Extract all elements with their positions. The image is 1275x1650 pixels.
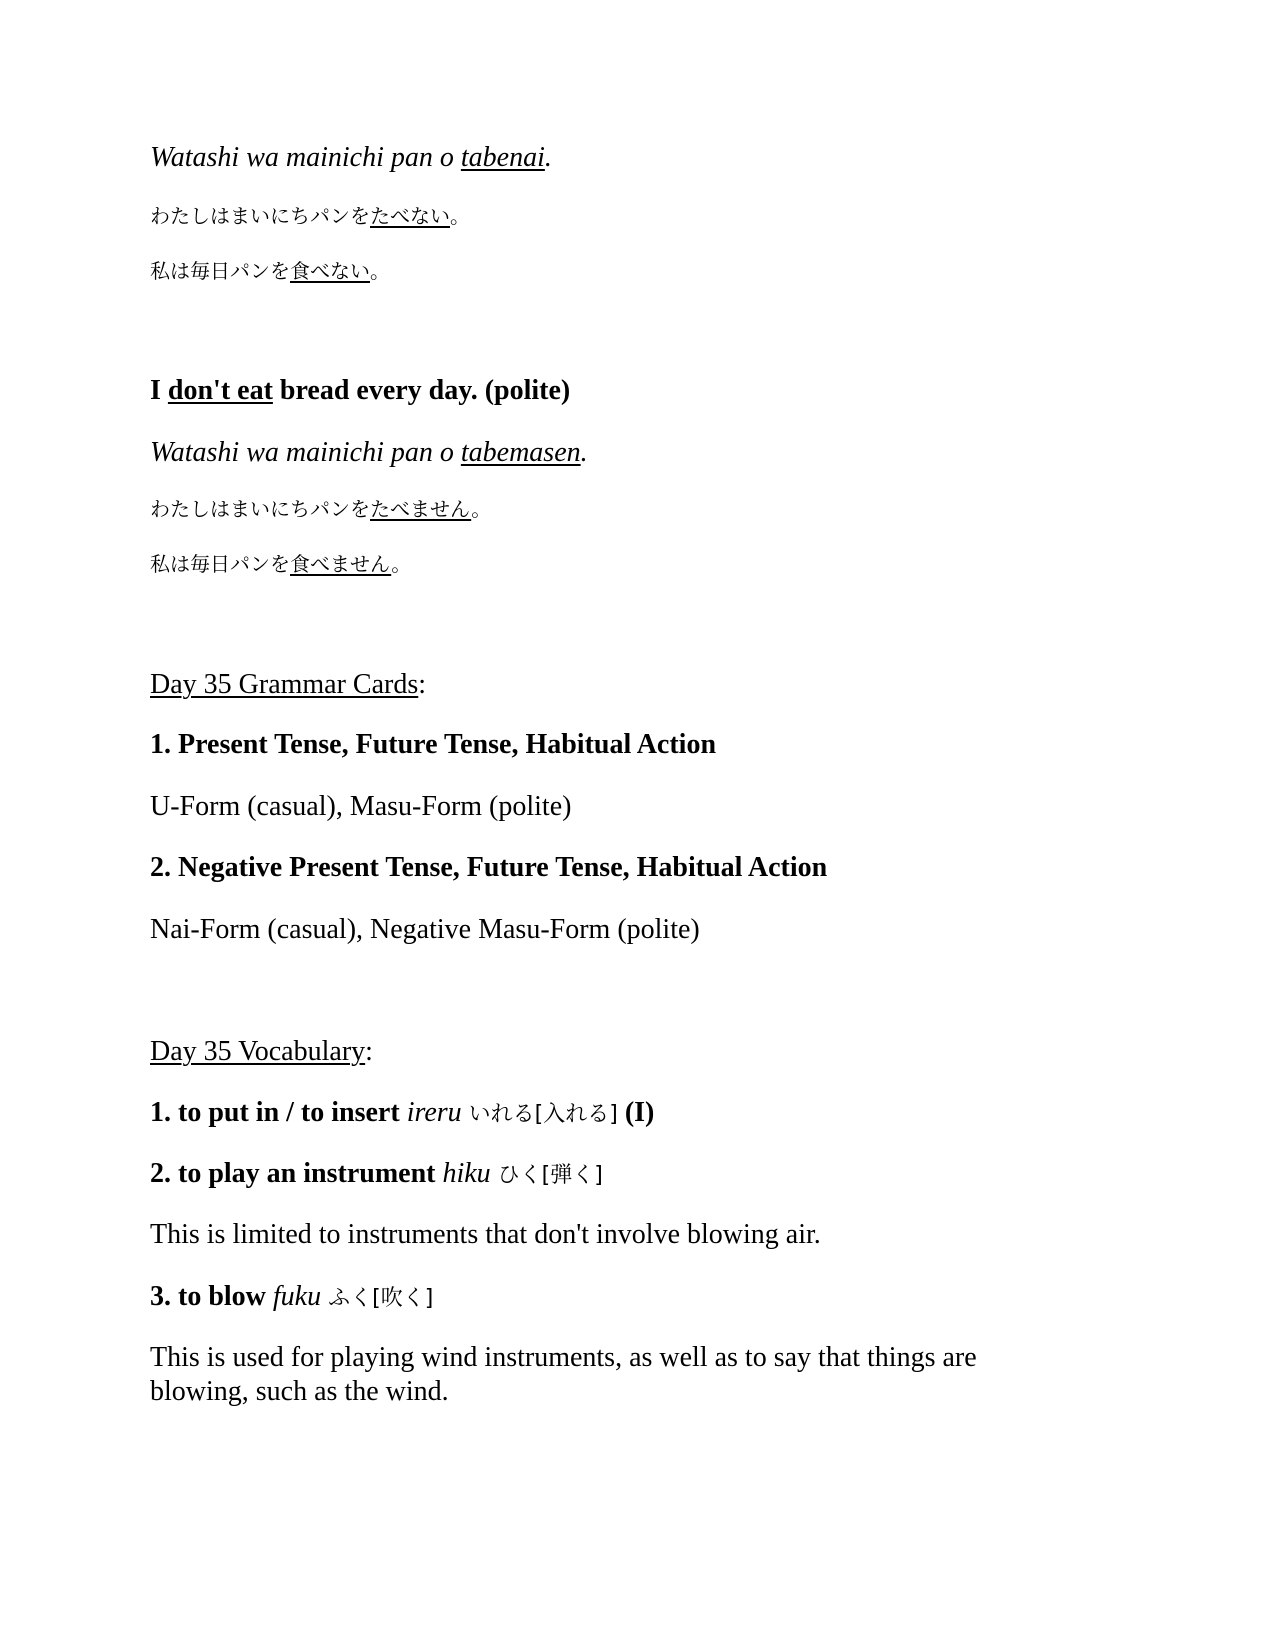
romaji-text: Watashi wa mainichi pan o (150, 142, 461, 173)
casual-kanji-sentence (150, 258, 390, 284)
vocabulary-heading-text: Day 35 Vocabulary (150, 1036, 366, 1067)
kana-verb: たべません (370, 497, 472, 521)
vocabulary-item (150, 1157, 603, 1193)
kana-verb: たべない (370, 204, 450, 228)
kanji-verb: 食べない (290, 259, 370, 283)
vocabulary-item (150, 1096, 654, 1132)
english-verb: don't eat (167, 375, 273, 406)
romaji-punct: . (580, 437, 588, 468)
vocabulary-note: This is limited to instruments that don't involve blowing air. (150, 1219, 821, 1250)
vocab-romaji: hiku (442, 1158, 491, 1189)
kanji-text: 私は毎日パンを (150, 259, 290, 283)
polite-kana-sentence (150, 496, 491, 522)
grammar-heading-colon: : (418, 669, 427, 700)
grammar-heading (150, 668, 426, 702)
grammar-heading-text: Day 35 Grammar Cards (150, 669, 419, 700)
kana-punct: 。 (471, 497, 492, 521)
vocabulary-note: This is used for playing wind instruments, as well as to say that things are blowing, such as the wind. (150, 1342, 977, 1407)
vocab-romaji: fuku (272, 1281, 322, 1312)
casual-romaji-sentence (150, 141, 552, 175)
polite-romaji-sentence (150, 436, 588, 470)
vocabulary-item (150, 1280, 433, 1316)
document-page (150, 0, 1150, 1650)
romaji-text: Watashi wa mainichi pan o (150, 437, 461, 468)
vocabulary-heading (150, 1035, 373, 1069)
kana-text: わたしはまいにちパンを (150, 204, 370, 228)
grammar-card-title: 1. Present Tense, Future Tense, Habitual Action (150, 729, 717, 760)
kanji-punct: 。 (370, 259, 390, 283)
vocab-english: 1. to put in / to insert (150, 1097, 407, 1128)
vocab-japanese: ひく[弾く] (490, 1163, 603, 1188)
vocab-english: 2. to play an instrument (150, 1158, 443, 1189)
kanji-text: 私は毎日パンを (150, 552, 290, 576)
polite-kanji-sentence (150, 551, 411, 577)
vocab-romaji: ireru (406, 1097, 462, 1128)
grammar-card-description: Nai-Form (casual), Negative Masu-Form (polite) (150, 914, 700, 945)
grammar-card-description: U-Form (casual), Masu-Form (polite) (150, 791, 572, 822)
vocabulary-heading-colon: : (365, 1036, 373, 1067)
polite-english-sentence (150, 374, 570, 408)
kanji-verb: 食べません (290, 552, 392, 576)
romaji-verb: tabemasen (460, 437, 581, 468)
romaji-verb: tabenai (460, 142, 545, 173)
kana-punct: 。 (450, 204, 470, 228)
vocab-suffix: (I) (624, 1097, 655, 1128)
vocab-japanese: いれる[入れる] (461, 1102, 625, 1127)
romaji-punct: . (544, 142, 552, 173)
grammar-card-title: 2. Negative Present Tense, Future Tense, Habitual Action (150, 852, 828, 883)
vocab-english: 3. to blow (150, 1281, 273, 1312)
kana-text: わたしはまいにちパンを (150, 497, 370, 521)
vocab-japanese: ふく[吹く] (321, 1286, 434, 1311)
casual-kana-sentence (150, 203, 470, 229)
english-text: I (150, 375, 168, 406)
kanji-punct: 。 (391, 552, 412, 576)
english-rest: bread every day. (polite) (272, 375, 571, 406)
